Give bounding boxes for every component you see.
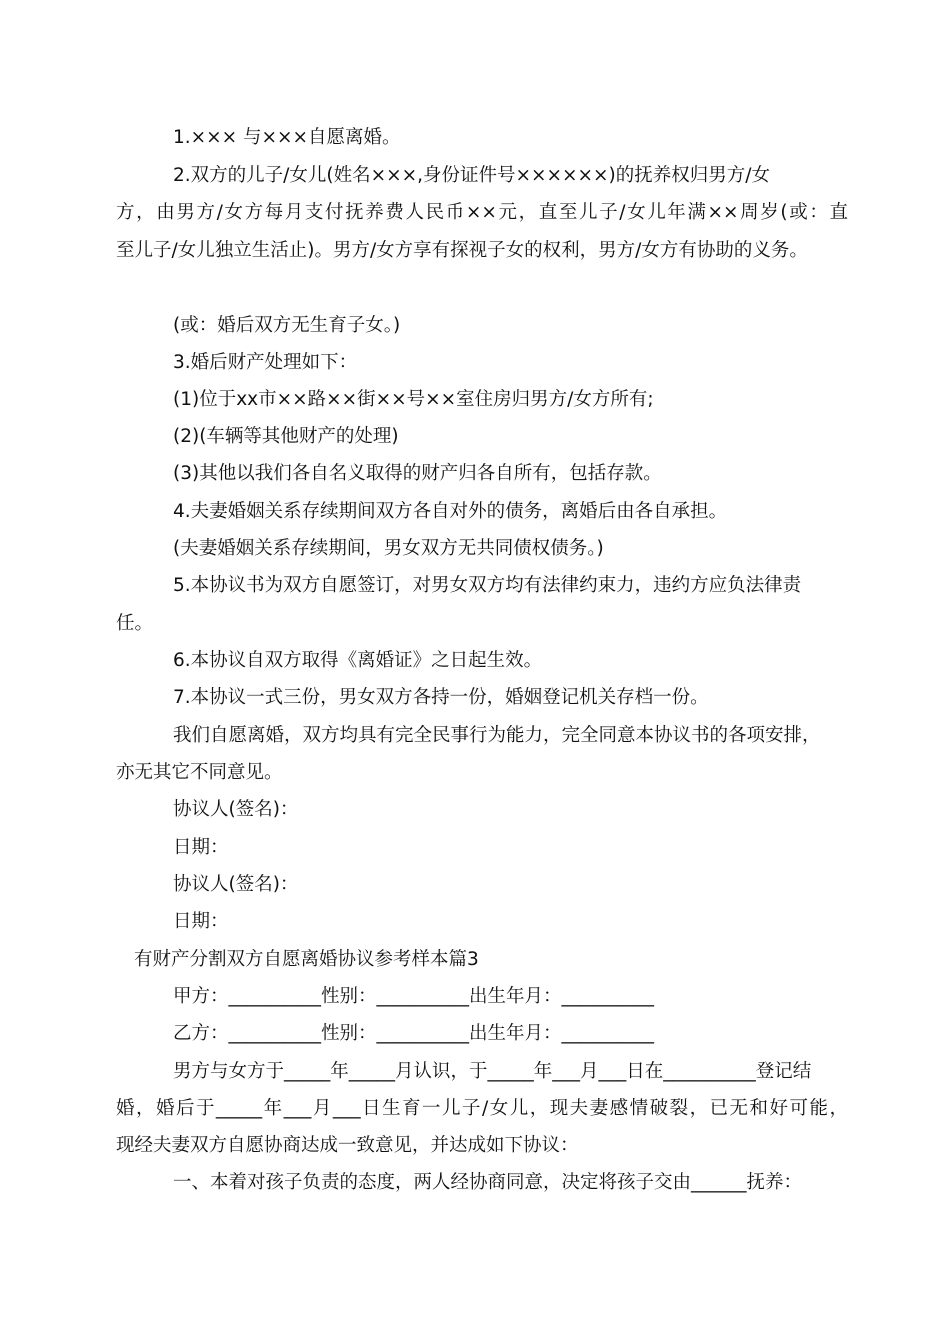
declaration-line-1: 我们自愿离婚，双方均具有完全民事行为能力，完全同意本协议书的各项安排， bbox=[173, 725, 821, 746]
date-2-label: 日期： bbox=[173, 911, 229, 932]
section-title: 有财产分割双方自愿离婚协议参考样本篇3 bbox=[134, 949, 479, 970]
item-2-alt: (或：婚后双方无生育子女。) bbox=[173, 315, 401, 336]
item-3-2: (2)(车辆等其他财产的处理) bbox=[173, 426, 399, 447]
item-2-line-3: 至儿子/女儿独立生活止)。男方/女方享有探视子女的权利，男方/女方有协助的义务。 bbox=[116, 240, 808, 261]
item-7: 7.本协议一式三份，男女双方各持一份，婚姻登记机关存档一份。 bbox=[173, 687, 709, 708]
item-5-line-2: 任。 bbox=[116, 613, 154, 634]
item-6: 6.本协议自双方取得《离婚证》之日起生效。 bbox=[173, 650, 543, 671]
intro-line-1: 男方与女方于_____年_____月认识，于_____年___月___日在__________登记结 bbox=[173, 1061, 812, 1082]
item-3: 3.婚后财产处理如下： bbox=[173, 352, 358, 373]
date-1-label: 日期： bbox=[173, 837, 229, 858]
signer-2-label: 协议人(签名)： bbox=[173, 874, 299, 895]
intro-line-3: 现经夫妻双方自愿协商达成一致意见，并达成如下协议： bbox=[116, 1135, 579, 1156]
clause-1: 一、本着对孩子负责的态度，两人经协商同意，决定将孩子交由______抚养： bbox=[173, 1172, 803, 1193]
item-2-line-2: 方，由男方/女方每月支付抚养费人民币××元，直至儿子/女儿年满××周岁(或：直 bbox=[116, 202, 848, 223]
declaration-line-2: 亦无其它不同意见。 bbox=[116, 762, 283, 783]
item-4: 4.夫妻婚姻关系存续期间双方各自对外的债务，离婚后由各自承担。 bbox=[173, 501, 728, 522]
party-b-line: 乙方：__________性别：__________出生年月：__________ bbox=[173, 1023, 655, 1044]
item-5-line-1: 5.本协议书为双方自愿签订，对男女双方均有法律约束力，违约方应负法律责 bbox=[173, 575, 802, 596]
item-2-line-1: 2.双方的儿子/女儿(姓名×××,身份证件号××××××)的抚养权归男方/女 bbox=[173, 165, 770, 186]
signer-1-label: 协议人(签名)： bbox=[173, 799, 299, 820]
item-4-alt: (夫妻婚姻关系存续期间，男女双方无共同债权债务。) bbox=[173, 538, 604, 559]
item-1: 1.××× 与×××自愿离婚。 bbox=[173, 127, 401, 148]
intro-line-2: 婚，婚后于_____年___月___日生育一儿子/女儿，现夫妻感情破裂，已无和好可能， bbox=[116, 1098, 848, 1119]
item-3-3: (3)其他以我们各自名义取得的财产归各自所有，包括存款。 bbox=[173, 463, 662, 484]
item-3-1: (1)位于xx市××路××街××号××室住房归男方/女方所有; bbox=[173, 389, 654, 410]
party-a-line: 甲方：__________性别：__________出生年月：__________ bbox=[173, 986, 655, 1007]
